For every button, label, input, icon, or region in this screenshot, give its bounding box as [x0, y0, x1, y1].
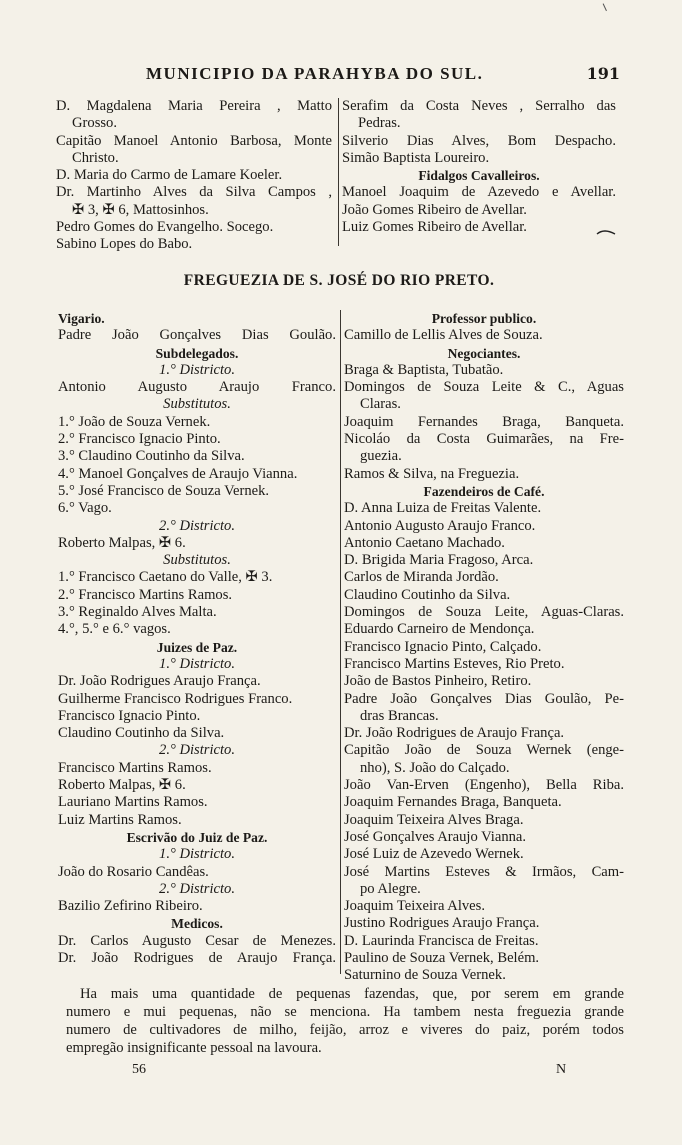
entry-line: 3.° Reginaldo Alves Malta.	[58, 604, 217, 621]
entry-line: Capitão João de Souza Wernek (enge-	[344, 742, 624, 759]
entry-line: nho), S. João do Calçado.	[360, 759, 510, 776]
entry-line: Joaquim Fernandes Braga, Banqueta.	[344, 794, 562, 811]
entry-line: Joaquim Teixeira Alves.	[344, 898, 485, 915]
entry-line: Serafim da Costa Neves , Serralho das	[342, 98, 616, 114]
entry-line: Domingos de Souza Leite, Aguas-Claras.	[344, 604, 624, 621]
entry-line: Bazilio Zefirino Ribeiro.	[58, 898, 203, 915]
entry-line: Claudino Coutinho da Silva.	[58, 725, 225, 742]
section-title: FREGUEZIA DE S. JOSÉ DO RIO PRETO.	[183, 272, 495, 289]
footnote	[66, 985, 624, 1057]
entry-line: Pedro Gomes do Evangelho. Socego.	[56, 219, 274, 236]
entry-line: Francisco Ignacio Pinto.	[58, 707, 201, 724]
entry-line: Antonio Augusto Araujo Franco.	[58, 379, 336, 396]
entry-line: Ramos & Silva, na Freguezia.	[344, 465, 520, 482]
entry-line: Silverio Dias Alves, Bom Despacho.	[342, 132, 616, 149]
entry-line: 4.° Manoel Gonçalves de Araujo Vianna.	[58, 465, 298, 482]
entry-line: Lauriano Martins Ramos.	[58, 794, 208, 811]
entry-line: Francisco Martins Esteves, Rio Preto.	[344, 655, 565, 672]
entry-line: Claras.	[360, 396, 401, 413]
entry-line: 6.° Vago.	[58, 500, 112, 517]
entry-line: José Martins Esteves & Irmãos, Cam-	[344, 863, 624, 880]
entry-line: D. Brigida Maria Fragoso, Arca.	[344, 552, 534, 569]
ink-mark	[603, 1, 613, 11]
section-heading: Fidalgos Cavalleiros.	[418, 168, 540, 184]
entry-line: João do Rosario Candêas.	[58, 863, 209, 880]
page-number: 191	[586, 64, 620, 83]
entry-line: Claudino Coutinho da Silva.	[344, 586, 511, 603]
page-header	[58, 62, 620, 88]
entry-line: Manoel Joaquim de Azevedo e Avellar.	[342, 184, 616, 201]
entry-line: João Gomes Ribeiro de Avellar.	[342, 201, 527, 218]
section-heading: Fazendeiros de Café.	[423, 483, 545, 499]
section-heading: Vigario.	[58, 311, 105, 326]
entry-line: Padre João Gonçalves Dias Goulão.	[58, 327, 336, 344]
top-right-column	[342, 98, 616, 236]
entry-line: Justino Rodrigues Araujo França.	[344, 915, 540, 932]
district-heading: 2.° Districto.	[159, 880, 235, 897]
entry-line: Simão Baptista Loureiro.	[342, 149, 490, 166]
district-heading: Substitutos.	[163, 396, 231, 413]
entry-line: Roberto Malpas, ✠ 6.	[58, 777, 186, 794]
entry-line: 2.° Francisco Ignacio Pinto.	[58, 431, 221, 448]
entry-line: Dr. João Rodrigues de Araujo França.	[344, 725, 565, 742]
entry-line: Paulino de Souza Vernek, Belém.	[344, 949, 540, 966]
entry-line: Christo.	[72, 149, 119, 166]
district-heading: 1.° Districto.	[159, 655, 235, 672]
entry-line: Pedras.	[358, 115, 401, 132]
entry-line: 4.°, 5.° e 6.° vagos.	[58, 621, 171, 638]
entry-line: José Luiz de Azevedo Wernek.	[344, 846, 524, 863]
entry-line: José Gonçalves Araujo Vianna.	[344, 828, 527, 845]
entry-line: 2.° Francisco Martins Ramos.	[58, 586, 233, 603]
footnote-line: numero de cultivadores de milho, feijão, arroz e viveres do paiz, porém todos	[66, 1022, 624, 1038]
entry-line: Antonio Augusto Araujo Franco.	[344, 517, 536, 534]
entry-line: Joaquim Teixeira Alves Braga.	[344, 811, 524, 828]
entry-line: Joaquim Fernandes Braga, Banqueta.	[344, 413, 624, 430]
entry-line: guezia.	[360, 448, 402, 465]
entry-line: D. Magdalena Maria Pereira , Matto	[56, 98, 332, 114]
section-heading: Professor publico.	[431, 311, 537, 326]
entry-line: Sabino Lopes do Babo.	[56, 236, 193, 253]
column-divider-top	[338, 98, 339, 246]
district-heading: 1.° Districto.	[159, 361, 235, 378]
column-divider-main	[340, 310, 341, 974]
entry-line: Carlos de Miranda Jordão.	[344, 569, 499, 586]
entry-line: Dr. Martinho Alves da Silva Campos ,	[56, 184, 332, 201]
entry-line: Eduardo Carneiro de Mendonça.	[344, 621, 535, 638]
entry-line: dras Brancas.	[360, 707, 439, 724]
district-heading: 2.° Districto.	[159, 742, 235, 759]
district-heading: 1.° Districto.	[159, 846, 235, 863]
entry-line: Antonio Caetano Machado.	[344, 534, 505, 551]
entry-line: Camillo de Lellis Alves de Souza.	[344, 327, 543, 344]
section-heading: Juizes de Paz.	[156, 639, 238, 655]
entry-line: 1.° João de Souza Vernek.	[58, 413, 211, 430]
entry-line: Dr. Carlos Augusto Cesar de Menezes.	[58, 932, 336, 949]
running-title: MUNICIPIO DA PARAHYBA DO SUL.	[146, 64, 484, 83]
entry-line: Roberto Malpas, ✠ 6.	[58, 534, 186, 551]
section-heading: Medicos.	[171, 916, 223, 932]
entry-line: Padre João Gonçalves Dias Goulão, Pe-	[344, 690, 624, 707]
entry-line: 5.° José Francisco de Souza Vernek.	[58, 482, 270, 499]
footnote-line: Ha mais uma quantidade de pequenas fazendas, que, por serem em grande	[80, 986, 624, 1002]
entry-line: D. Maria do Carmo de Lamare Koeler.	[56, 167, 283, 184]
entry-line: Braga & Baptista, Tubatão.	[344, 361, 504, 378]
entry-line: D. Anna Luiza de Freitas Valente.	[344, 500, 542, 517]
signature-mark-number: 56	[132, 1062, 146, 1077]
entry-line: D. Laurinda Francisca de Freitas.	[344, 932, 539, 949]
section-heading: Negociantes.	[447, 345, 521, 361]
entry-line: Domingos de Souza Leite & C., Aguas	[344, 379, 624, 396]
footnote-line: empregão insignificante pessoal na lavoura.	[66, 1040, 322, 1056]
main-left-column	[58, 310, 336, 967]
main-right-column	[344, 310, 624, 985]
section-heading: Subdelegados.	[155, 345, 239, 361]
entry-line: Luiz Gomes Ribeiro de Avellar.	[342, 219, 527, 236]
entry-line: Luiz Martins Ramos.	[58, 811, 182, 828]
entry-line: Nicoláo da Costa Guimarães, na Fre-	[344, 431, 624, 448]
entry-line: Francisco Martins Ramos.	[58, 759, 212, 776]
top-left-column	[56, 98, 332, 254]
entry-line: 3.° Claudino Coutinho da Silva.	[58, 448, 245, 465]
entry-line: Dr. João Rodrigues Araujo França.	[58, 673, 261, 690]
entry-line: 1.° Francisco Caetano do Valle, ✠ 3.	[58, 569, 273, 586]
signature-mark-letter: N	[556, 1062, 567, 1077]
ink-swoosh	[596, 228, 616, 236]
district-heading: Substitutos.	[163, 552, 231, 569]
entry-line: Dr. João Rodrigues de Araujo França.	[58, 949, 336, 966]
entry-line: Grosso.	[72, 115, 117, 132]
entry-line: Capitão Manoel Antonio Barbosa, Monte	[56, 132, 332, 149]
entry-line: João Van-Erven (Engenho), Bella Riba.	[344, 777, 624, 794]
entry-line: Saturnino de Souza Vernek.	[344, 967, 506, 984]
entry-line: Francisco Ignacio Pinto, Calçado.	[344, 638, 542, 655]
district-heading: 2.° Districto.	[159, 517, 235, 534]
entry-line: ✠ 3, ✠ 6, Mattosinhos.	[72, 201, 209, 218]
entry-line: João de Bastos Pinheiro, Retiro.	[344, 673, 532, 690]
entry-line: po Alegre.	[360, 880, 421, 897]
footnote-line: numero e mui pequenas, não se menciona. Ha tambem nesta freguezia grande	[66, 1004, 624, 1020]
entry-line: Guilherme Francisco Rodrigues Franco.	[58, 690, 293, 707]
section-heading: Escrivão do Juiz de Paz.	[126, 829, 268, 845]
